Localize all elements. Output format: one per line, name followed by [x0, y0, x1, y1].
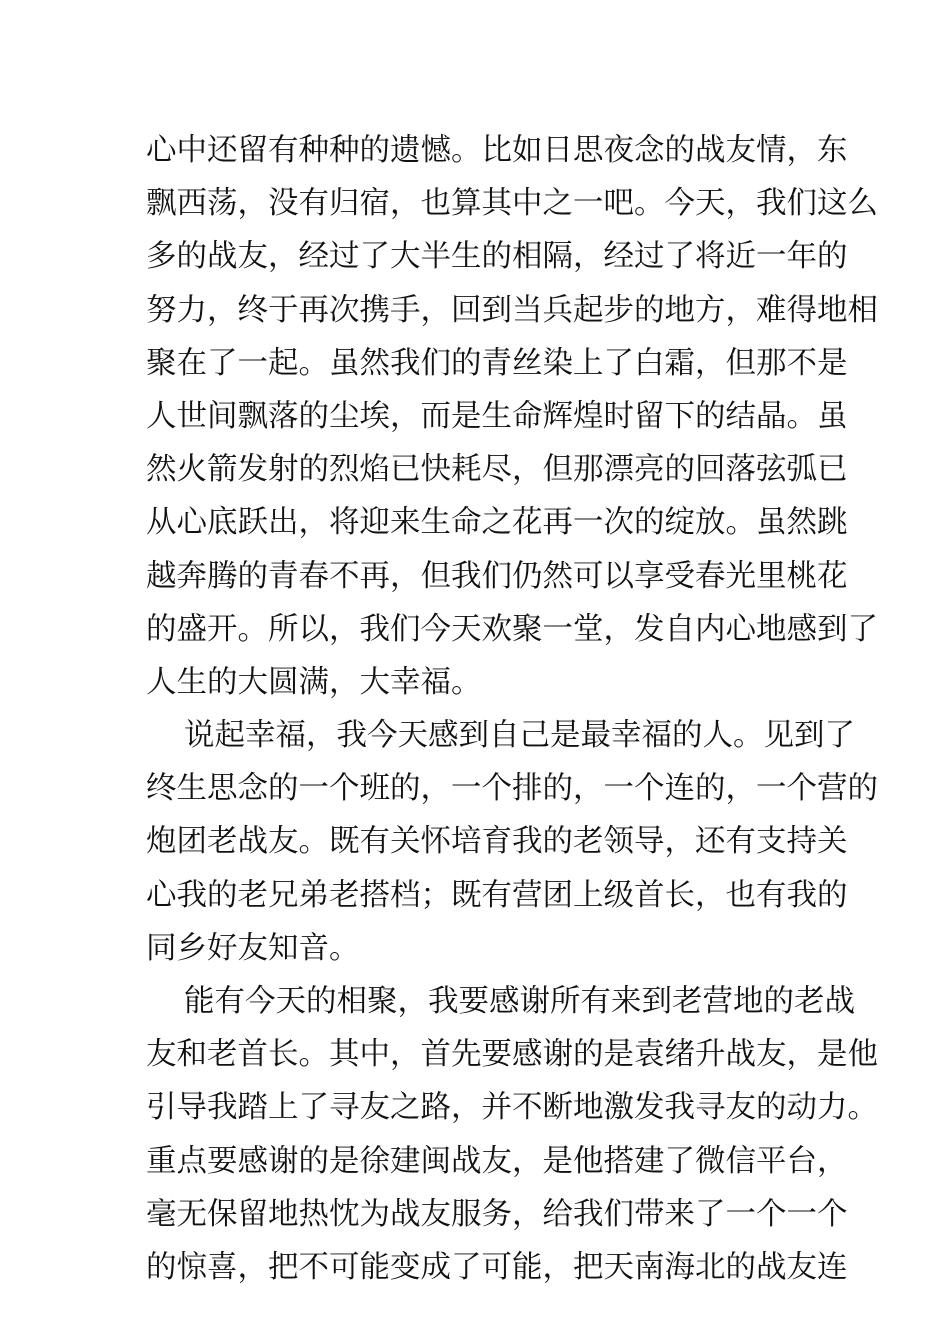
text-line: 的惊喜，把不可能变成了可能，把天南海北的战友连 [146, 1249, 848, 1285]
text-line: 然火箭发射的烈焰已快耗尽，但那漂亮的回落弦弧已 [146, 452, 848, 488]
text-line: 越奔腾的青春不再，但我们仍然可以享受春光里桃花 [146, 558, 848, 594]
text-line: 引导我踏上了寻友之路，并不断地激发我寻友的动力。 [146, 1090, 878, 1126]
text-line: 飘西荡，没有归宿，也算其中之一吧。今天，我们这么 [146, 186, 878, 222]
text-line: 多的战友，经过了大半生的相隔，经过了将近一年的 [146, 239, 848, 275]
paragraph-start-line: 说起幸福，我今天感到自己是最幸福的人。见到了 [184, 718, 855, 754]
text-line: 的盛开。所以，我们今天欢聚一堂，发自内心地感到了 [146, 611, 878, 647]
paragraph-start-line: 能有今天的相聚，我要感谢所有来到老营地的老战 [184, 984, 855, 1019]
body-text [146, 124, 878, 1294]
text-line: 努力，终于再次携手，回到当兵起步的地方，难得地相 [146, 292, 878, 328]
text-line: 人世间飘落的尘埃，而是生命辉煌时留下的结晶。虽 [146, 398, 848, 434]
text-line: 心中还留有种种的遗憾。比如日思夜念的战友情，东 [146, 133, 848, 168]
text-line: 同乡好友知音。 [146, 930, 360, 966]
text-line: 从心底跃出，将迎来生命之花再一次的绽放。虽然跳 [146, 505, 848, 541]
text-line: 炮团老战友。既有关怀培育我的老领导，还有支持关 [146, 824, 848, 860]
text-line: 毫无保留地热忱为战友服务，给我们带来了一个一个 [146, 1196, 848, 1232]
text-line: 重点要感谢的是徐建闽战友，是他搭建了微信平台， [146, 1143, 848, 1179]
text-line: 心我的老兄弟老搭档；既有营团上级首长，也有我的 [146, 877, 848, 913]
text-line: 友和老首长。其中，首先要感谢的是袁绪升战友，是他 [146, 1037, 878, 1073]
text-line: 人生的大圆满，大幸福。 [146, 664, 482, 700]
text-line: 聚在了一起。虽然我们的青丝染上了白霜，但那不是 [146, 345, 848, 381]
text-line: 终生思念的一个班的，一个排的，一个连的，一个营的 [146, 771, 878, 807]
